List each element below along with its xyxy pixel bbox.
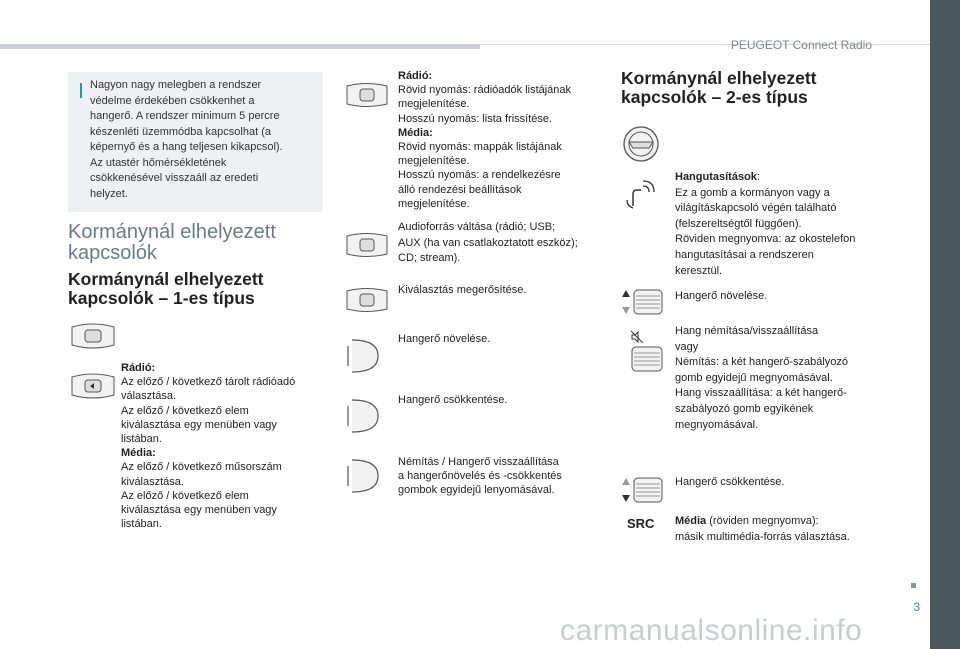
type1-mid-item1: Rádió: Rövid nyomás: rádióadók listájának megjelenítése. Hosszú nyomás: lista frissítése. Média: Rövid nyomás: mappák listájának megjelenítése. Hosszú nyomás: a rendelkezésre álló rendezési beállítások megjelenítése. — [398, 70, 572, 210]
src-button-icon: SRC — [627, 516, 655, 531]
header-title: PEUGEOT Connect Radio — [730, 38, 872, 52]
type2-item3: Hang némítása/visszaállítása vagy Némítás: a két hangerő-szabályozó gomb egyidejű megnyomásával. Hang visszaállítása: a két hangerő- szabályozó gomb egyikének megnyomásával. — [675, 325, 849, 431]
steering-switch-icon — [68, 322, 118, 350]
type1-mid-item4: Hangerő növelése. — [398, 333, 491, 345]
page-edge-bar — [930, 0, 960, 649]
mute-control-icon — [628, 346, 664, 372]
voice-command-icon — [623, 176, 657, 210]
confirm-switch-icon — [344, 287, 390, 313]
header-rule — [0, 44, 480, 49]
volume-down-wheel-icon — [344, 396, 384, 436]
prev-next-switch-icon — [68, 372, 118, 400]
source-switch-icon — [344, 232, 390, 258]
watermark: carmanualsonline.info — [560, 614, 863, 647]
mute-icon — [630, 330, 644, 344]
info-icon — [80, 83, 82, 98]
type2-item1: Hangutasítások: Ez a gomb a kormányon vagy a világításkapcsoló végén található (felszereltségtől függően). Röviden megnyomva: az okostelefon hangutasításai a rendszeren keresztül. — [675, 171, 856, 277]
page-marker — [911, 583, 916, 588]
type2-item5: Média (röviden megnyomva): másik multimédia-forrás választása. — [675, 515, 850, 543]
page-number: 3 — [913, 600, 920, 614]
type1-left-desc: Rádió: Az előző / következő tárolt rádióadó választása. Az előző / következő elem kiválasztása egy menüben vagy listában. Média: Az előző / következő műsorszám kiválasztása. Az előző / következő elem kiválasztása egy menüben vagy listában. — [121, 362, 296, 531]
steering-wheel-icon — [621, 124, 661, 164]
type2-title: Kormánynál elhelyezett kapcsolók – 2-es típus — [621, 68, 817, 107]
volume-up-wheel-icon — [344, 336, 384, 376]
volume-up-control-icon — [620, 288, 664, 316]
type2-item2: Hangerő növelése. — [675, 290, 768, 302]
type1-mid-item3: Kiválasztás megerősítése. — [398, 284, 527, 296]
type1-mid-item5: Hangerő csökkentése. — [398, 394, 508, 406]
list-switch-icon — [344, 82, 390, 108]
volume-down-control-icon — [620, 476, 664, 504]
note-text: Nagyon nagy melegben a rendszer védelme érdekében csökkenhet a hangerő. A rendszer minimum 5 percre készenléti üzemmódba kapcsolhat (a képernyő és a hang teljesen kikapcsol). Az utastér hőmérsékletének csökkenésével visszaáll az eredeti helyzet. — [90, 79, 283, 200]
type1-mid-item6: Némítás / Hangerő visszaállítása a hangerőnövelés és -csökkentés gombok egyidejű lenyomásával. — [398, 456, 562, 497]
info-note — [68, 72, 323, 212]
section-title: Kormánynál elhelyezett kapcsolók — [68, 221, 276, 264]
type2-item4: Hangerő csökkentése. — [675, 476, 785, 488]
mute-wheel-icon — [344, 456, 384, 496]
type1-mid-item2: Audioforrás váltása (rádió; USB; AUX (ha van csatlakoztatott eszköz); CD; stream). — [398, 221, 578, 264]
type1-title: Kormánynál elhelyezett kapcsolók – 1-es típus — [68, 269, 264, 308]
